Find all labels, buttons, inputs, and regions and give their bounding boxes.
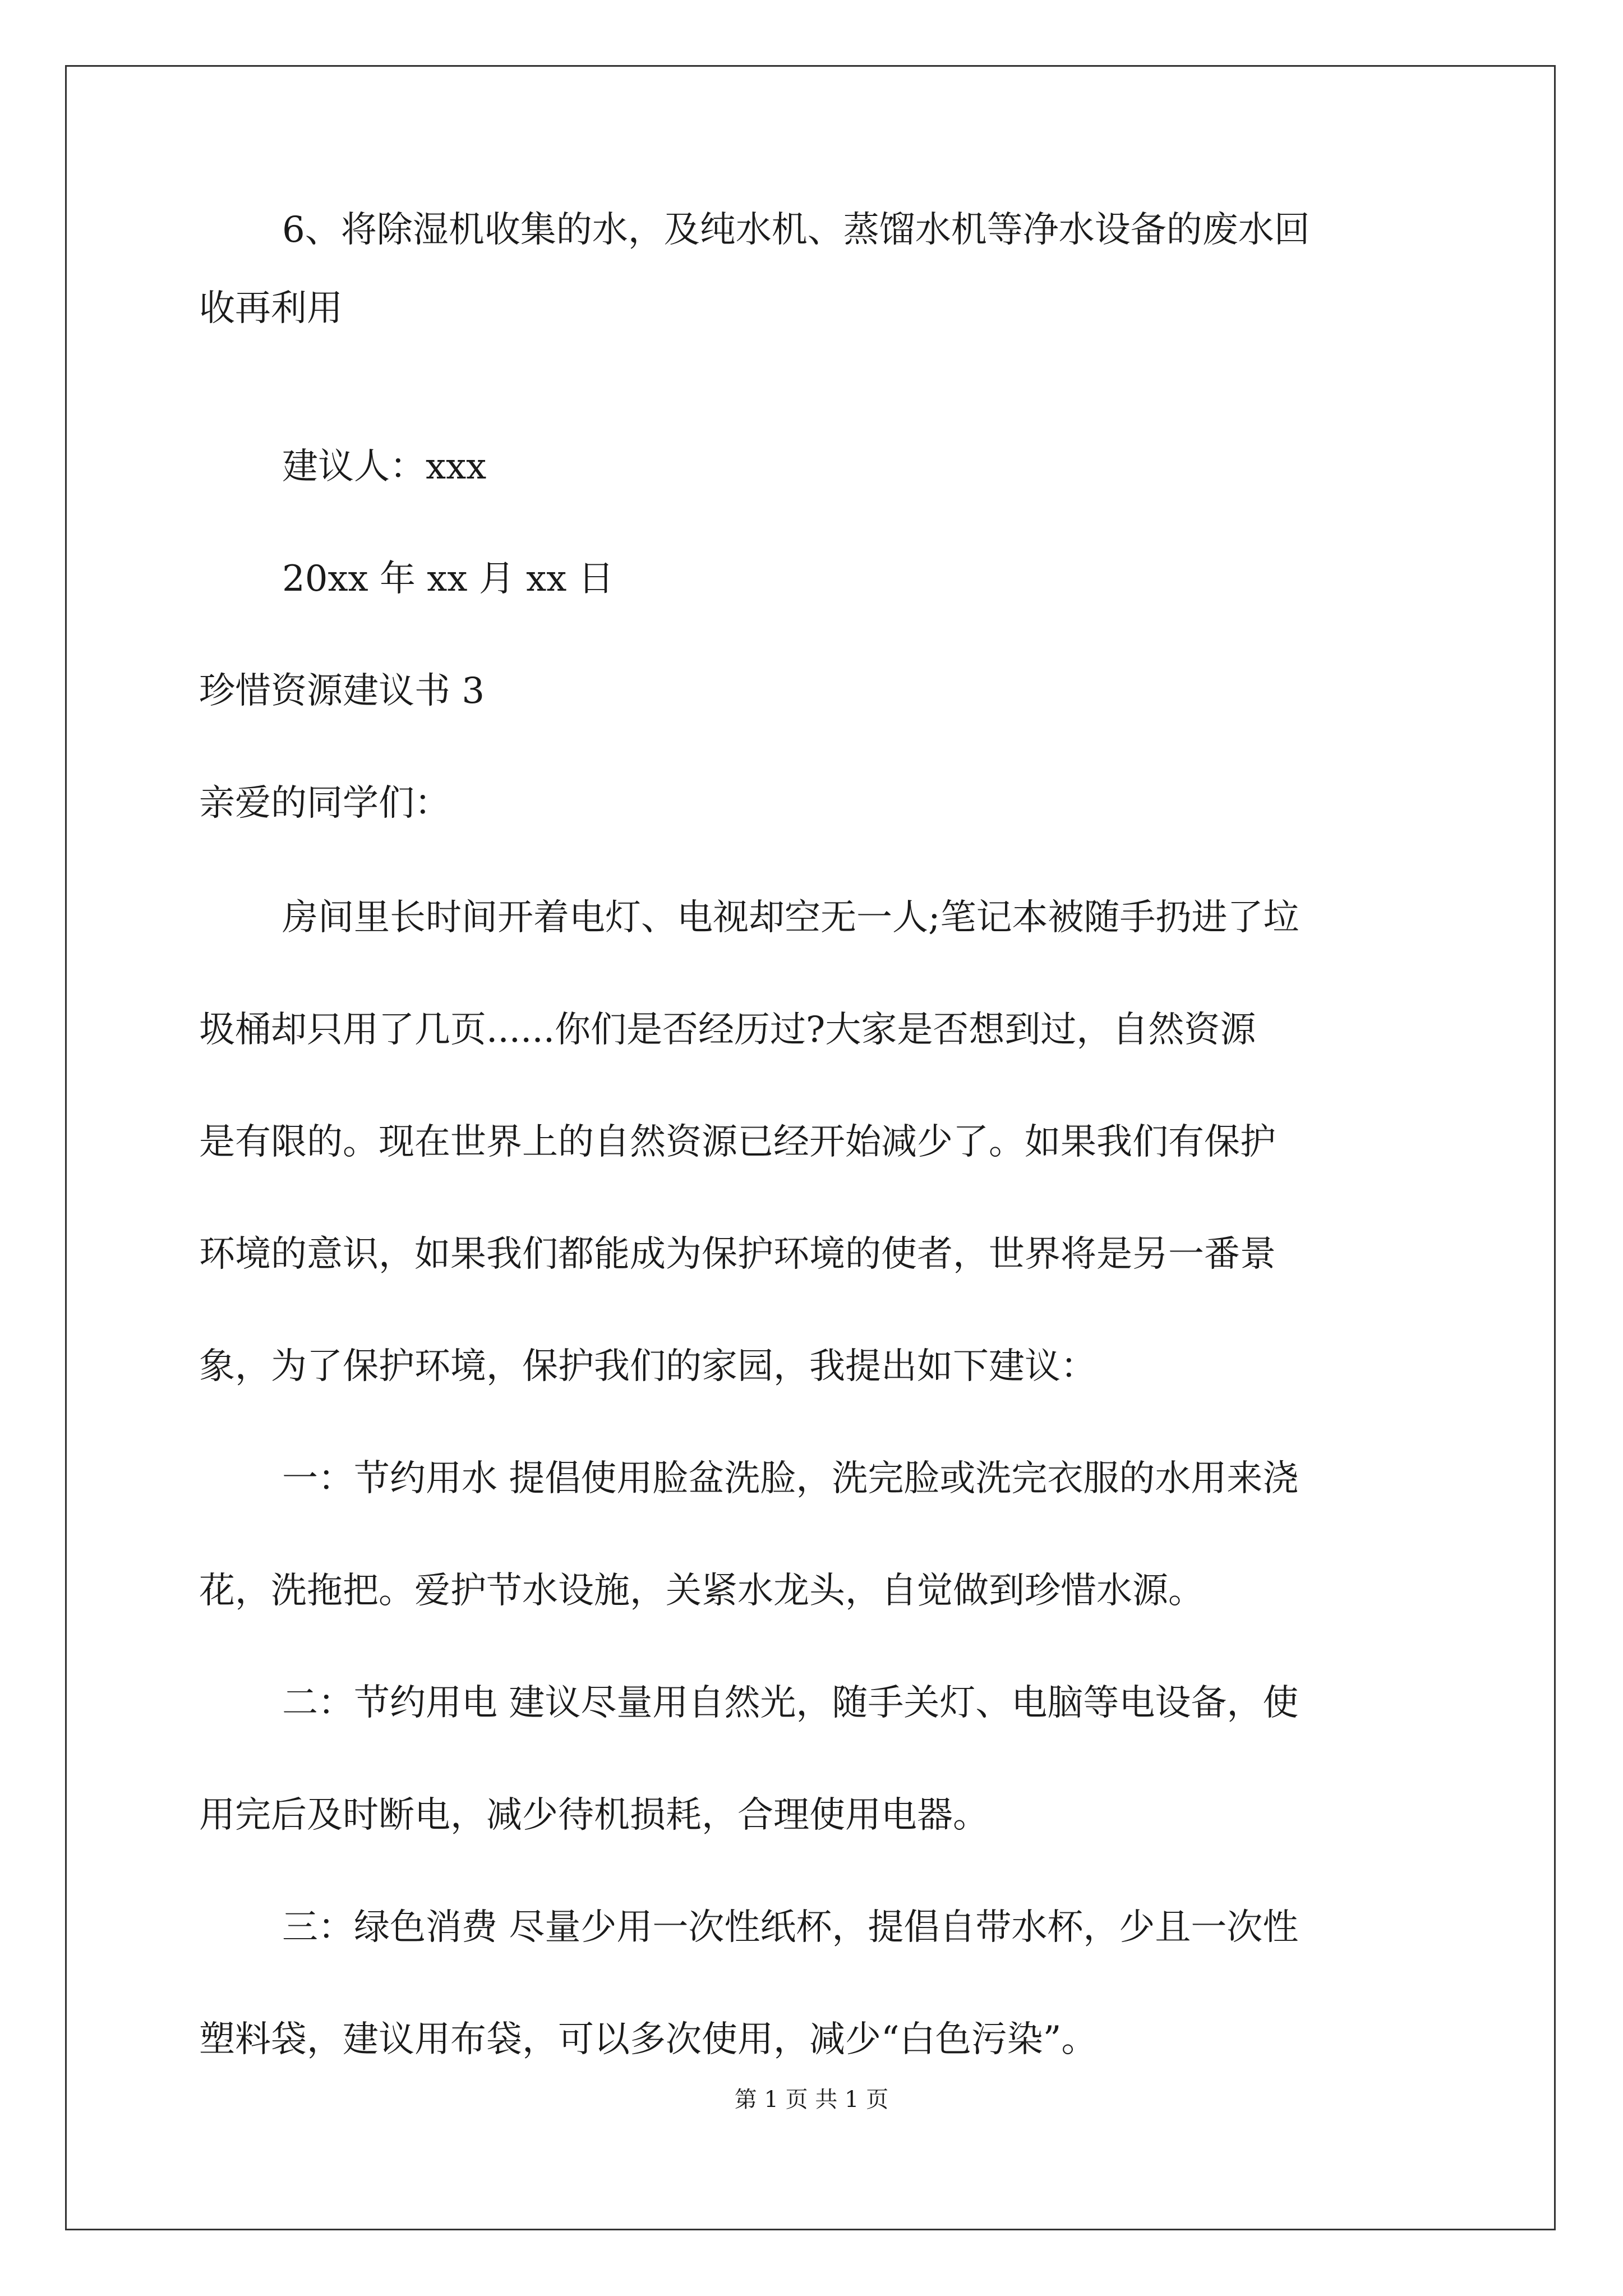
salutation: 亲爱的同学们： (199, 783, 450, 824)
paragraph-line: 6、将除湿机收集的水，及纯水机、蒸馏水机等净水设备的废水回 (282, 209, 1310, 251)
suggestion-line: 二：节约用电 建议尽量用自然光，随手关灯、电脑等电设备，使 (282, 1682, 1299, 1724)
date-line: 20xx 年 xx 月 xx 日 (282, 558, 614, 600)
signer-line: 建议人：xxx (282, 446, 487, 487)
suggestion-line: 用完后及时断电，减少待机损耗，合理使用电器。 (199, 1795, 989, 1836)
paragraph-line: 是有限的。现在世界上的自然资源已经开始减少了。如果我们有保护 (199, 1121, 1276, 1163)
suggestion-line: 一：节约用水 提倡使用脸盆洗脸，洗完脸或洗完衣服的水用来浇 (282, 1458, 1299, 1499)
paragraph-line: 象，为了保护环境，保护我们的家园，我提出如下建议： (199, 1346, 1096, 1387)
paragraph-line: 圾桶却只用了几页......你们是否经历过?大家是否想到过，自然资源 (199, 1009, 1256, 1051)
paragraph-line: 收再利用 (199, 288, 343, 329)
suggestion-line: 花，洗拖把。爱护节水设施，关紧水龙头，自觉做到珍惜水源。 (199, 1570, 1204, 1612)
page-number-footer: 第 1 页 共 1 页 (734, 2087, 889, 2113)
section-title: 珍惜资源建议书 3 (199, 670, 485, 712)
suggestion-line: 塑料袋，建议用布袋，可以多次使用，减少“白色污染”。 (199, 2019, 1098, 2060)
paragraph-line: 环境的意识，如果我们都能成为保护环境的使者，世界将是另一番景 (199, 1234, 1276, 1275)
paragraph-line: 房间里长时间开着电灯、电视却空无一人;笔记本被随手扔进了垃 (282, 897, 1299, 938)
suggestion-line: 三：绿色消费 尽量少用一次性纸杯，提倡自带水杯，少且一次性 (282, 1907, 1299, 1948)
